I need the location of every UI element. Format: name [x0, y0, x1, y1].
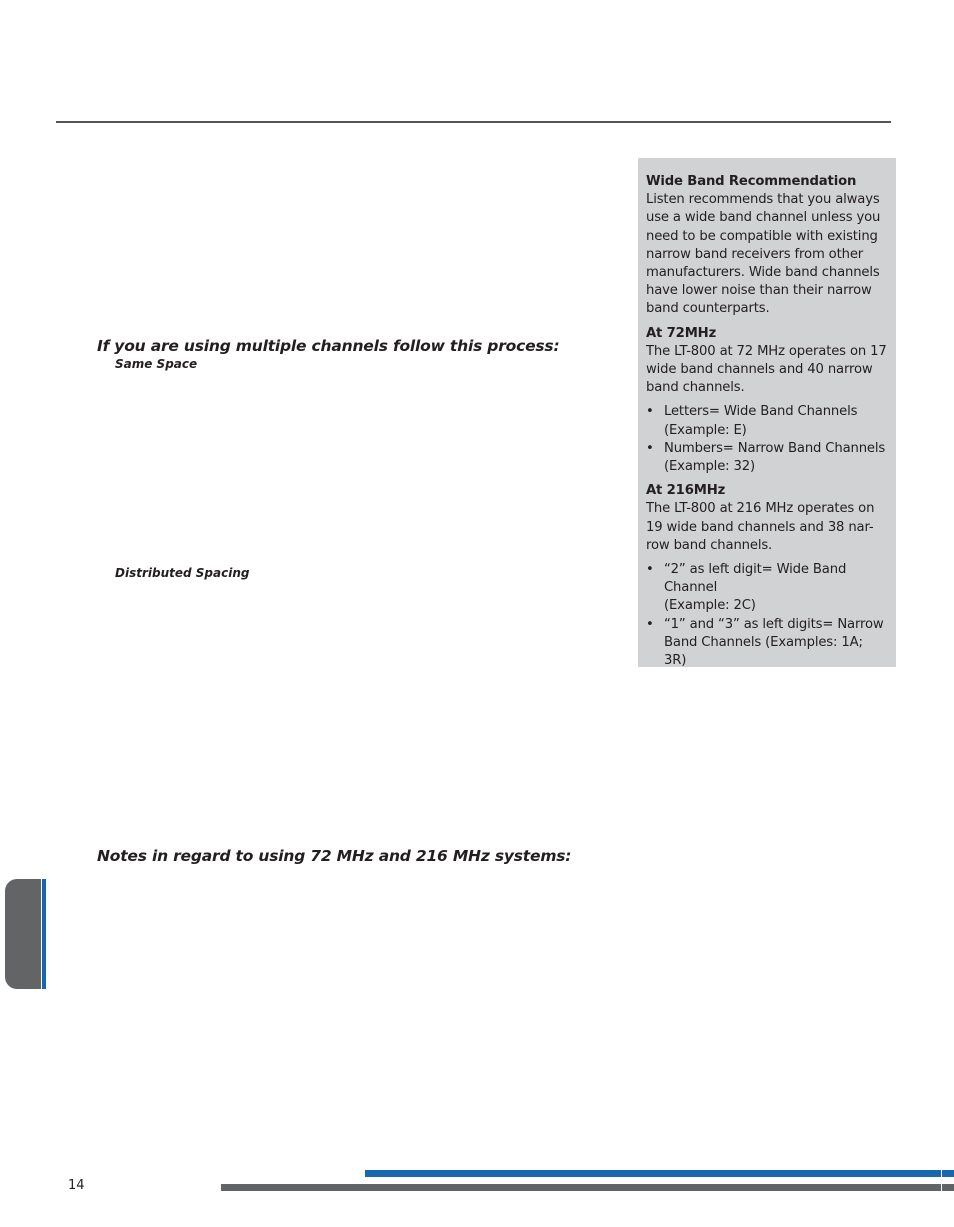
footer-gray-bar	[221, 1184, 941, 1191]
bullet-item	[646, 616, 888, 671]
footer-blue-bar	[365, 1170, 941, 1177]
wide-band-sidebar	[638, 158, 896, 667]
section-216mhz-line: The LT-800 at 216 MHz operates on	[646, 501, 875, 517]
section-72mhz	[646, 325, 888, 477]
sidebar-intro-line: need to be compatible with existing	[646, 228, 878, 244]
sidebar-intro-line: Listen recommends that you always	[646, 192, 880, 208]
footer-blue-bar-end	[942, 1170, 954, 1177]
multiple-channels-heading: If you are using multiple channels follow this process:	[97, 337, 560, 355]
section-72mhz-line: band channels.	[646, 380, 745, 396]
bullet-icon: •	[646, 562, 654, 578]
page-number: 14	[68, 1178, 85, 1193]
chapter-side-tab	[5, 879, 41, 989]
sidebar-intro-line: manufacturers. Wide band channels	[646, 265, 880, 281]
bullet-line: Channel	[664, 580, 718, 596]
section-72mhz-line: wide band channels and 40 narrow	[646, 362, 873, 378]
bullet-line: Letters= Wide Band Channels	[664, 404, 858, 420]
section-216mhz	[646, 482, 888, 670]
sidebar-title: Wide Band Recommendation	[646, 174, 857, 189]
bullet-line: “1” and “3” as left digits= Narrow	[664, 616, 884, 632]
section-216mhz-title: At 216MHz	[646, 483, 726, 499]
notes-heading: Notes in regard to using 72 MHz and 216 MHz systems:	[97, 847, 572, 865]
section-72mhz-line: The LT-800 at 72 MHz operates on 17	[646, 343, 887, 359]
footer-gray-bar-end	[942, 1184, 954, 1191]
section-72mhz-title: At 72MHz	[646, 325, 717, 341]
bullet-line: (Example: 32)	[664, 459, 755, 475]
bullet-line: Numbers= Narrow Band Channels	[664, 440, 886, 456]
distributed-spacing-subheading: Distributed Spacing	[115, 566, 250, 580]
section-216mhz-line: 19 wide band channels and 38 nar-	[646, 519, 874, 535]
same-space-subheading: Same Space	[115, 357, 198, 371]
bullet-line: (Example: E)	[664, 422, 747, 438]
sidebar-intro-line: use a wide band channel unless you	[646, 210, 881, 226]
bullet-item	[646, 403, 888, 439]
sidebar-intro-line: band counterparts.	[646, 301, 770, 317]
bullet-line: (Example: 2C)	[664, 598, 756, 614]
sidebar-intro	[646, 191, 888, 318]
bullet-item	[646, 561, 888, 616]
sidebar-intro-line: narrow band receivers from other	[646, 246, 864, 262]
sidebar-intro-line: have lower noise than their narrow	[646, 283, 872, 299]
section-72mhz-bullets	[646, 403, 888, 476]
header-rule	[56, 121, 891, 123]
bullet-line: Band Channels (Examples: 1A; 3R)	[664, 634, 863, 669]
section-216mhz-line: row band channels.	[646, 537, 773, 553]
chapter-side-tab-accent	[42, 879, 46, 989]
bullet-line: “2” as left digit= Wide Band	[664, 562, 847, 578]
bullet-icon: •	[646, 440, 654, 456]
bullet-icon: •	[646, 404, 654, 420]
bullet-icon: •	[646, 616, 654, 632]
bullet-item	[646, 440, 888, 476]
section-216mhz-bullets	[646, 561, 888, 670]
